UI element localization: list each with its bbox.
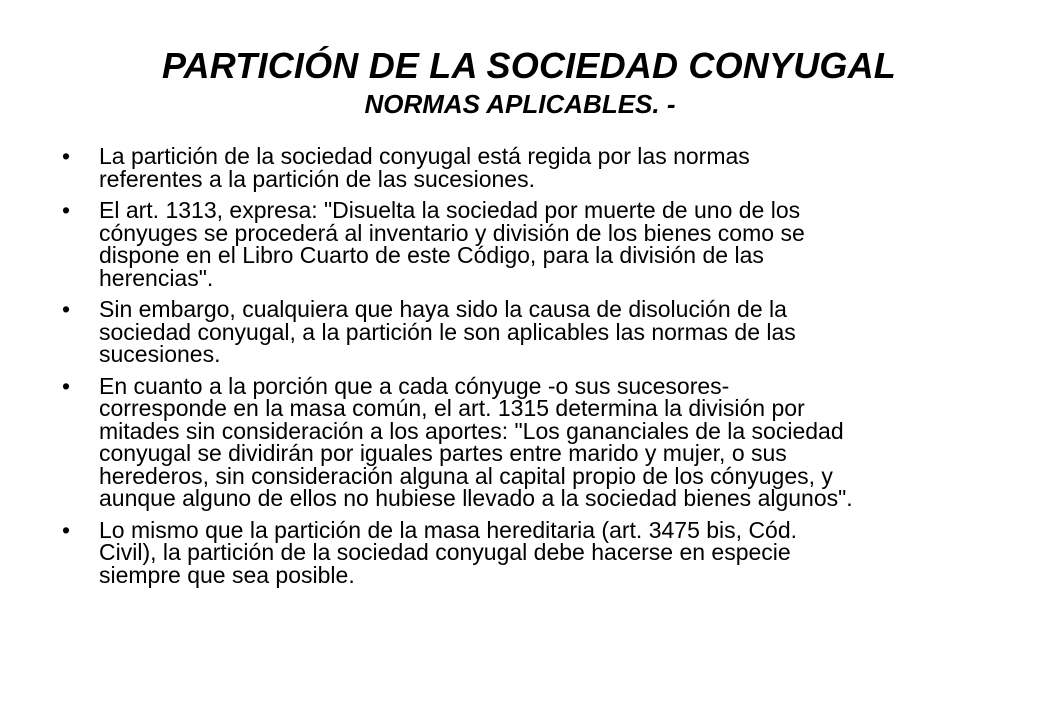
title-main: PARTICIÓN DE LA SOCIEDAD CONYUGAL — [162, 45, 896, 86]
bullet-dot-icon: • — [62, 516, 71, 543]
bullet-line: mitades sin consideración a los aportes: "Los gananciales de la sociedad — [99, 417, 844, 444]
bullet-line: La partición de la sociedad conyugal está regida por las normas — [99, 143, 750, 169]
bullet-line: Sin embargo, cualquiera que haya sido la causa de disolución de la — [99, 296, 787, 322]
bullet-line: herencias". — [99, 264, 214, 291]
bullet-item — [62, 516, 1002, 588]
bullet-dot-icon: • — [62, 372, 71, 399]
bullet-line: referentes a la partición de las sucesiones. — [99, 165, 535, 192]
title-subtitle: NORMAS APLICABLES. - — [364, 89, 676, 119]
bullet-line: cónyuges se procederá al inventario y división de los bienes como se — [99, 219, 805, 246]
bullet-line: herederos, sin consideración alguna al capital propio de los cónyuges, y — [99, 462, 833, 489]
bullet-line: En cuanto a la porción que a cada cónyuge -o sus sucesores- — [99, 372, 730, 399]
bullet-item — [62, 372, 1002, 511]
bullet-line: sucesiones. — [99, 341, 221, 367]
bullet-line: conyugal se dividirán por iguales partes entre marido y mujer, o sus — [99, 440, 787, 466]
bullet-item — [62, 145, 1002, 190]
bullet-line: dispone en el Libro Cuarto de este Código, para la división de las — [99, 242, 764, 268]
bullet-item — [62, 298, 1002, 366]
slide-title — [0, 44, 1040, 120]
bullet-line: corresponde en la masa común, el art. 1315 determina la división por — [99, 395, 805, 421]
bullet-dot-icon: • — [62, 143, 71, 169]
bullet-dot-icon: • — [62, 197, 71, 223]
bullet-line: sociedad conyugal, a la partición le son aplicables las normas de las — [99, 318, 796, 345]
bullet-item — [62, 199, 1002, 289]
bullet-line: Civil), la partición de la sociedad conyugal debe hacerse en especie — [99, 539, 791, 565]
bullet-line: El art. 1313, expresa: "Disuelta la sociedad por muerte de uno de los — [99, 197, 801, 223]
bullet-line: Lo mismo que la partición de la masa hereditaria (art. 3475 bis, Cód. — [99, 516, 798, 543]
bullet-line: siempre que sea posible. — [99, 561, 355, 588]
bullet-line: aunque alguno de ellos no hubiese llevado a la sociedad bienes algunos". — [99, 485, 853, 511]
bullet-dot-icon: • — [62, 296, 71, 322]
bullet-list — [62, 145, 1002, 595]
